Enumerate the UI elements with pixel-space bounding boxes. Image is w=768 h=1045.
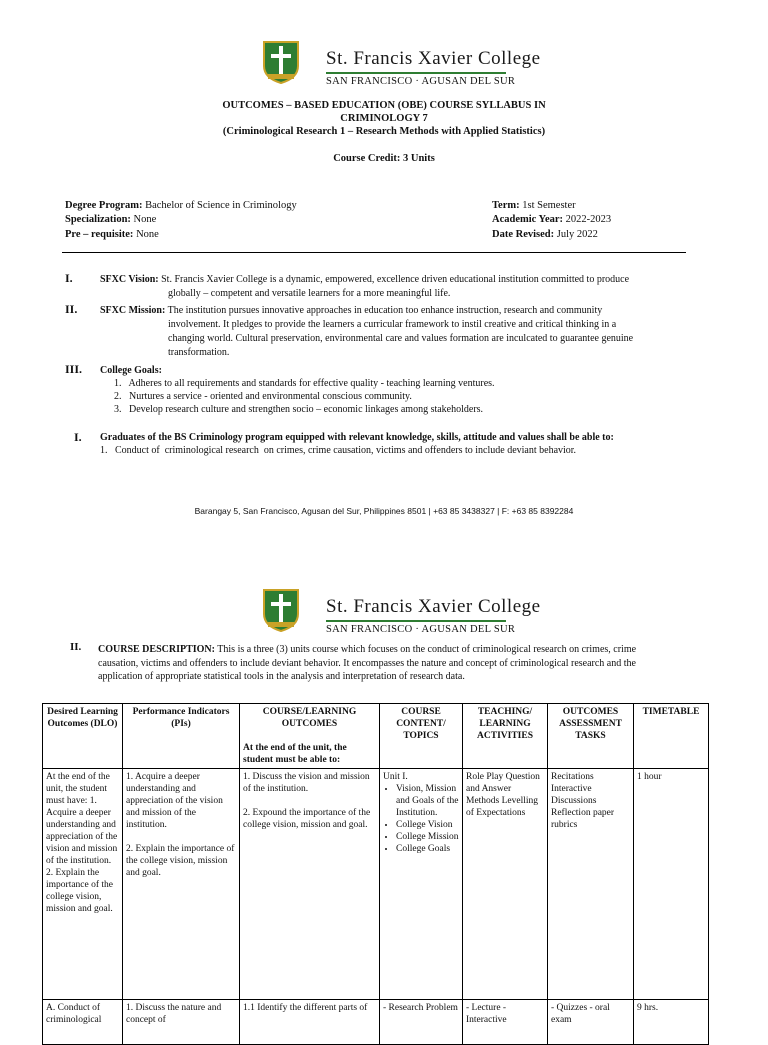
vision-number: I. (65, 271, 73, 285)
vision-line1: St. Francis Xavier College is a dynamic, empowered, excellence driven educational institution committed to produce (158, 274, 630, 285)
goals-number: III. (65, 362, 83, 376)
prereq-label: Pre – requisite: (65, 229, 134, 240)
header-time: TIMETABLE (634, 704, 709, 769)
cell-oat: Recitations Interactive Discussions Reflection paper rubrics (548, 769, 634, 1000)
college-logo (262, 40, 541, 88)
goal-item-3: 3. Develop research culture and strengthen socio – economic linkages among stakeholders. (114, 404, 484, 415)
goals-label: College Goals: (100, 365, 162, 376)
crest-icon (262, 588, 300, 632)
academic-year-row (492, 213, 611, 226)
college-address: SAN FRANCISCO · AGUSAN DEL SUR (326, 76, 516, 87)
ay-label: Academic Year: (492, 214, 564, 225)
grad-label: Graduates of the BS Criminology program equipped with relevant knowledge, skills, attitude and values shall be able to: (100, 432, 614, 443)
prereq-value: None (133, 229, 159, 240)
date-revised-row (492, 228, 598, 241)
header-pi: Performance Indicators (PIs) (123, 704, 240, 769)
mission-line4: transformation. (168, 347, 230, 358)
cell-content (380, 769, 463, 1000)
course-desc-label: COURSE DESCRIPTION: (98, 644, 215, 655)
clo-item-1: 1. Discuss the vision and mission of the institution. (243, 772, 370, 794)
divider (326, 620, 506, 622)
cell-pi: 1. Discuss the nature and concept of (123, 1000, 240, 1045)
college-name: St. Francis Xavier College (326, 596, 541, 617)
cell-dlo: At the end of the unit, the student must have: 1. Acquire a deeper understanding and appreciation of the vision and mission of the institution. 2. Explain the importance of the college vision, mission and goal. (43, 769, 123, 1000)
mission-label: SFXC Mission: (100, 305, 166, 316)
term-row (492, 199, 576, 212)
prereq-row (65, 228, 159, 241)
mission-number: II. (65, 302, 78, 316)
cell-clo (240, 769, 380, 1000)
cell-content: - Research Problem (380, 1000, 463, 1045)
header-clo (240, 704, 380, 769)
grad-item: 1. Conduct of criminological research on crimes, crime causation, victims and offenders to include deviant behavior. (100, 445, 577, 456)
mission-line2: involvement. It pledges to provide the learners a curricular framework to instil creative and critical thinking in a (168, 319, 617, 330)
cell-time: 9 hrs. (634, 1000, 709, 1045)
course-desc-line2: causation, victims and offenders to include deviant behavior. It encompasses the nature and concept of criminological research and the (98, 658, 636, 669)
course-desc-text (98, 643, 636, 656)
topic-list (383, 783, 459, 855)
pi-item-1: 1. Acquire a deeper understanding and appreciation of the vision and mission of the institution. (126, 772, 223, 830)
college-address: SAN FRANCISCO · AGUSAN DEL SUR (326, 624, 516, 635)
course-desc-line3: application of appropriate statistical tools in the analysis and interpretation of research data. (98, 671, 465, 682)
divider (62, 252, 686, 253)
footer-contact: Barangay 5, San Francisco, Agusan del Sur, Philippines 8501 | +63 85 3438327 | F: +63 85 8392284 (194, 506, 574, 516)
college-name: St. Francis Xavier College (326, 48, 541, 69)
header-content: COURSE CONTENT/ TOPICS (380, 704, 463, 769)
title-line2: CRIMINOLOGY 7 (340, 113, 428, 124)
grad-number: I. (74, 430, 82, 444)
course-desc-number: II. (70, 641, 82, 653)
mission-line1: The institution pursues innovative approaches in education too enhance instruction, research and community (165, 305, 603, 316)
list-item: • College Goals (396, 843, 459, 855)
vision-label: SFXC Vision: (100, 274, 159, 285)
cell-tla: - Lecture - Interactive (463, 1000, 548, 1045)
title-line1: OUTCOMES – BASED EDUCATION (OBE) COURSE SYLLABUS IN (222, 100, 546, 111)
mission-text (100, 304, 602, 317)
syllabus-table (42, 703, 709, 1045)
degree-row (65, 199, 297, 212)
table-row (43, 769, 709, 1000)
list-item: • Vision, Mission and Goals of the Institution. (396, 783, 459, 819)
header-clo-sub: At the end of the unit, the student must be able to: (243, 743, 347, 765)
revised-label: Date Revised: (492, 229, 555, 240)
list-item: • College Mission (396, 831, 459, 843)
title-line3: (Criminological Research 1 – Research Methods with Applied Statistics) (222, 126, 546, 137)
cell-pi (123, 769, 240, 1000)
divider (326, 72, 506, 74)
cell-oat: - Quizzes - oral exam (548, 1000, 634, 1045)
degree-label: Degree Program: (65, 200, 143, 211)
clo-item-2: 2. Expound the importance of the college vision, mission and goal. (243, 808, 371, 830)
goal-item-1: 1. Adheres to all requirements and standards for effective quality - teaching learning ventures. (114, 378, 495, 389)
header-tla: TEACHING/ LEARNING ACTIVITIES (463, 704, 548, 769)
term-value: 1st Semester (519, 200, 576, 211)
mission-line3: changing world. Cultural preservation, environmental care and values formation are inculcated to guarantee genuine (168, 333, 634, 344)
cell-clo: 1.1 Identify the different parts of (240, 1000, 380, 1045)
course-credit: Course Credit: 3 Units (333, 153, 435, 164)
header-oat: OUTCOMES ASSESSMENT TASKS (548, 704, 634, 769)
goal-item-2: 2. Nurtures a service - oriented and environmental conscious community. (114, 391, 412, 402)
revised-value: July 2022 (554, 229, 598, 240)
header-clo-title: COURSE/LEARNING OUTCOMES (262, 707, 357, 729)
course-desc-line1: This is a three (3) units course which focuses on the conduct of criminological research on crimes, crime (214, 644, 637, 655)
cell-tla: Role Play Question and Answer Methods Levelling of Expectations (463, 769, 548, 1000)
table-row (43, 1000, 709, 1045)
vision-text (100, 273, 629, 286)
list-item: • College Vision (396, 819, 459, 831)
cell-dlo: A. Conduct of criminological (43, 1000, 123, 1045)
vision-line2: globally – competent and versatile learners for a more meaningful life. (168, 288, 451, 299)
table-header-row (43, 704, 709, 769)
spec-value: None (130, 214, 157, 225)
degree-value: Bachelor of Science in Criminology (142, 200, 297, 211)
unit-label: Unit I. (383, 772, 408, 782)
spec-label: Specialization: (65, 214, 131, 225)
pi-item-2: 2. Explain the importance of the college vision, mission and goal. (126, 844, 235, 878)
term-label: Term: (492, 200, 520, 211)
ay-value: 2022-2023 (563, 214, 612, 225)
specialization-row (65, 213, 156, 226)
college-logo (262, 588, 541, 636)
cell-time: 1 hour (634, 769, 709, 1000)
crest-icon (262, 40, 300, 84)
header-dlo: Desired Learning Outcomes (DLO) (43, 704, 123, 769)
